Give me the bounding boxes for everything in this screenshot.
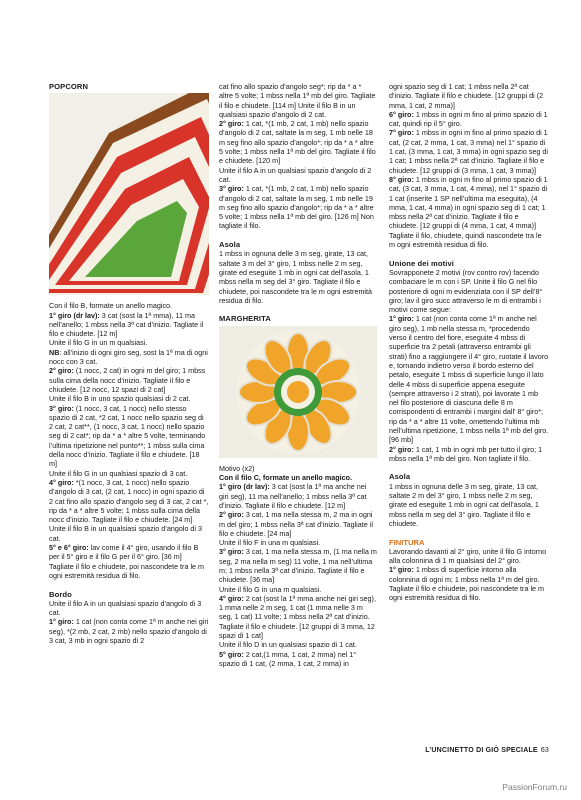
paragraph [219,482,377,510]
paragraph: Unite il filo G in un qualsiasi spazio di 3 cat. [49,468,188,478]
paragraph [219,650,377,669]
step-label: 5° e 6° giro: [49,543,89,553]
step-text: 1 cat (non conta come 1ª m anche nel giro seg), 1 mb nella stessa m, *procedendo verso il centro del fiore, eseguite 4 mbss di superficie tra 2 petali (attraverso entrambi gli strati) fino a raggiungere il 4° giro, ruotate il lavoro e, tornando indietro verso il bordo esterno del petalo, eseguite 1 mbss di superficie lungo il lato delle 4 mbss di superficie appena eseguite (sempre attraverso i 2 strati), poi lavorate 1 mb nel filo posteriore di ciascuna delle 8 m corrispondenti di entrambi i margini dall’ 8° giro*; rip da * a * altre 11 volte, omettendo l’ultima mb nell’ultima ripetizione, 1 mbss nella 1ª mb del giro. [96 mb] [389,314,549,445]
step-label: 1° giro: [389,314,414,324]
section-heading: MARGHERITA [219,314,271,324]
paragraph [389,314,549,444]
step-label: 3° giro: [219,184,244,194]
column-3 [389,82,549,603]
paragraph [219,119,377,165]
step-text: 1 mbss in ogni m fino al primo spazio di 1 cat, (3 cat, 3 mma, 1 cat, 4 mma), nel 1° spazio di 1 cat (inserite 1 SP nell’ultima ma eseguita), (4 mma, 1 cat, 4 mma) in ogni spazio seg di 1 cat; 1 mbss nella 2ª cat d’inizio. Tagliate il filo e chiudete. [12 gruppi di (4 mma, 1 cat, 4 mma)] [389,174,548,231]
step-label: 4° giro: [49,477,74,487]
paragraph [389,445,549,464]
highlight-heading: FINITURA [389,537,425,547]
section-heading: Unione dei motivi [389,258,454,268]
step-text: 1 cat, 1 mb in ogni mb per tutto il giro; 1 mbss nella 1ª mb del giro. Non tagliate il filo. [389,444,543,463]
paragraph [219,547,377,584]
paragraph [219,184,377,230]
section-heading: Asola [389,472,411,482]
paragraph: Tagliate il filo, chiudete, quindi nascondete tra le m ogni estremità residua di filo. [389,230,542,250]
paragraph: Unite il filo G in una m qualsiasi. [219,584,322,594]
paragraph [49,404,209,469]
spacer [389,249,549,258]
paragraph [49,617,209,645]
step-label: 2° giro: [219,119,244,129]
paragraph: Con il filo B, formate un anello magico. [49,301,173,311]
step-text: (1 nocc, 2 cat) in ogni m del giro; 1 mbss sulla cima della nocc d’inizio. Tagliate il filo e chiudete. [12 nocc, 12 spazi di 2 cat] [49,366,206,394]
paragraph [219,594,377,640]
paragraph: Unite il filo B in uno spazio qualsiasi di 2 cat. [49,394,191,404]
spacer [49,580,209,589]
step-label: 1° giro: [49,617,74,627]
paragraph [49,366,209,394]
step-label: 1° giro (dr lav): [49,310,100,320]
paragraph [219,510,377,538]
page-footer [425,747,549,754]
step-label: 2° giro: [219,510,244,520]
step-text: 1 cat, *(1 mb, 2 cat, 1 mb) nello spazio d’angolo di 2 cat, saltate la m seg, 1 mb nelle 19 m seg fino allo spazio d’angolo*; rip da * a * altre 5 volte; 1 mbss nella 1ª mb del giro. [126 m] Non tagliate il filo. [219,184,374,231]
step-text: 1 cat (non conta come 1ª m anche nei giri seg), *(2 mb, 2 cat, 2 mb) nello spazio d’angolo di 3 cat, 3 mb in ogni spazio di 2 [49,617,209,645]
page-number: 63 [540,747,549,754]
paragraph: Unite il filo F in una m qualsiasi. [219,538,321,548]
paragraph [49,311,209,339]
step-text: 1 mbss in ogni m fino al primo spazio di 1 cat, (2 cat, 2 mma, 1 cat, 3 mma) nel 1° spazio di 1 cat, (3 mma, 1 cat, 3 mma) in ogni spazio seg di 1 cat; 1 mbss nella 2ª cat d’inizio. Tagliate il filo e chiudete. [12 gruppi di (3 mma, 1 cat, 3 mma)] [389,128,548,175]
step-label: 6° giro: [389,109,414,119]
spacer [219,231,377,240]
paragraph: Tagliate il filo e chiudete, poi nascondete tra le m ogni estremità residua di filo. [49,561,205,580]
step-label: 1° giro (dr lav): [219,482,270,492]
paragraph: 1 mbss in ognuna delle 3 m seg, girate, 13 cat, saltate 3 m del 3° giro, 1 mbss nelle 2 m seg, girate ed eseguite 1 mb in ogni cat dell’asola, 1 mbss nella m seg del 3° giro. Tagliate il filo e chiudete, poi nascondete tra le m ogni estremità residua di filo. [219,249,373,305]
step-text: 3 cat, 1 ma nella stessa m, 2 ma in ogni m del giro; 1 mbss nella 3ª cat d’inizio. Tagliate il filo e chiudete. [24 ma] [219,510,373,538]
step-text: 2 cat,(1 mma, 1 cat, 2 mma) nel 1° spazio di 1 cat, (2 mma, 1 cat, 2 mma) in [219,649,357,668]
step-label: 1° giro: [389,565,414,575]
step-text: *(1 nocc, 3 cat, 1 nocc) nello spazio d’angolo di 3 cat, (2 cat, 1 nocc) in ogni spazio di 2 cat fino allo spazio d’angolo seg di 3 cat, 2 cat *, rip da * a * altre 5 volte; 1 mbss sulla cima della nocc d’inizio. Tagliate il filo e chiudete. [24 m] [49,477,209,525]
paragraph: ogni spazio seg di 1 cat; 1 mbss nella 2ª cat d’inizio. Tagliate il filo e chiudete. [12 gruppi di (2 mma, 1 cat, 2 mma)] [389,82,544,110]
paragraph [219,473,377,482]
popcorn-photo [49,93,209,295]
margherita-photo [219,326,377,458]
paragraph: cat fino allo spazio d’angolo seg*; rip da * a * altre 5 volte; 1 mbss nella 1ª mb del giro. Tagliate il filo e chiudete. [114 m] Unite il filo B in un qualsiasi spazio d’angolo di 2 cat. [219,82,376,119]
paragraph: Lavorando davanti al 2° giro, unite il filo G intorno alla colonnina di 1 m qualsiasi del 2° giro. [389,546,547,566]
paragraph [389,110,549,129]
paragraph: Sovrapponete 2 motivi (rov contro rov) facendo combaciare le m con i SP. Unite il filo G nel filo posteriore di ogni m evidenziata con il SP dell’8° giro; lav il giro succ attraverso le m di entrambi i motivi come segue: [389,267,543,315]
step-label: 2° giro: [389,444,414,454]
paragraph [49,348,209,367]
paragraph: 1 mbss in ognuna delle 3 m seg, girate, 13 cat, saltate 2 m del 3° giro, 1 mbss nelle 2 m seg, girate ed eseguite 1 mb in ogni cat dell’asola, 1 mbss nella m seg del 3° giro. Tagliate il filo e chiudete. [389,481,539,528]
step-text: 3 cat (sost la 1ª ma anche nei giri seg), 11 ma nell’anello; 1 mbss nella 3ª cat d’inizio. Tagliate il filo e chiudete. [12 m] [219,482,367,510]
section-heading: POPCORN [49,82,89,91]
magazine-title: L’UNCINETTO DI GIÒ SPECIALE [425,747,538,754]
column-1 [49,82,209,645]
section-heading: Asola [219,240,241,250]
step-text: 1 mbss in ogni m fino al primo spazio di 1 cat, quindi rip il 5° giro. [389,109,548,129]
step-label: 8° giro: [389,174,414,184]
paragraph [389,128,549,174]
paragraph [49,543,209,562]
spacer [389,528,549,537]
step-text: lav come il 4° giro, usando il filo B per il 5° giro e il filo G per il 6° giro. [36 m] [49,543,199,562]
paragraph: Unite il filo G in un m qualsiasi. [49,338,148,348]
step-text: (1 nocc, 3 cat, 1 nocc) nello stesso spazio di 2 cat, *2 cat, 1 nocc nello spazio seg di 2 cat, 2 cat**, (1 nocc, 3 cat, 1 nocc) nello spazio seg di 2 cat*; rip da * a * altre 5 volte, terminando l’ultima ripetizione nel punto**; 1 mbss sulla cima della nocc d’inizio. Tagliate il filo e chiudete. [18 m] [49,403,206,469]
paragraph [49,478,209,524]
step-label: 7° giro: [389,128,414,138]
step-text: 3 cat (sost la 1ª mma), 11 ma nell’anello; 1 mbss nella 3ª cat d’inizio. Tagliate il filo e chiudete. [12 m] [49,310,204,339]
paragraph: Motivo (x2) [219,463,255,473]
paragraph: Unite il filo A in un qualsiasi spazio d’angolo di 3 cat. [49,598,202,618]
paragraph [389,565,549,602]
paragraph: Unite il filo D in un qualsiasi spazio di 1 cat. [219,640,357,650]
paragraph [389,175,549,231]
column-2 [219,82,377,668]
paragraph: Unite il filo A in un qualsiasi spazio d’angolo di 2 cat. [219,165,372,184]
spacer [219,305,377,314]
step-label: 2° giro: [49,366,74,376]
step-label: Con il filo C, formate un anello magico. [219,473,352,483]
step-label: 3° giro: [49,403,74,413]
paragraph: Unite il filo B in un qualsiasi spazio d’angolo di 3 cat. [49,524,203,543]
step-label: 4° giro: [219,593,244,603]
step-text: 1 mbss di superficie intorno alla colonnina di ogni m; 1 mbss nella 1ª m del giro. Tagliate il filo e chiudete, poi nascondete tra le m ogni estremità residua di filo. [389,565,545,603]
watermark: PassionForum.ru [502,782,567,792]
section-heading: Bordo [49,589,72,599]
step-text: 3 cat, 1 ma nella stessa m, (1 ma nella m seg, 2 ma nella m seg) 11 volte, 1 ma nell’ultima m; 1 mbss nella 3ª cat d’inizio. Tagliate il filo e chiudete. [36 ma] [219,547,377,585]
spacer [389,463,549,472]
step-text: 2 cat (sost la 1ª mma anche nei giri seg), 1 mma nelle 2 m seg, 1 cat (1 mma nelle 3 m seg, 1 cat) 11 volte; 1 mbss nella 2ª cat d’inizio. Tagliate il filo e chiudete. [12 gruppi di 3 mma, 12 spazi di 1 cat] [219,593,376,641]
step-text: 1 cat, *(1 mb, 2 cat, 1 mb) nello spazio d’angolo di 2 cat, saltate la m seg, 1 mb nelle 18 m seg fino allo spazio d’angolo*; rip da * a * altre 5 volte; 1 mbss nella 1ª mb del giro. Tagliate il filo e chiudete. [120 m] [219,119,376,166]
step-label: 3° giro: [219,547,244,557]
step-label: 5° giro: [219,649,244,659]
step-text: : all’inizio di ogni giro seg, sost la 1ª ma di ogni nocc con 3 cat. [49,347,208,367]
step-label: NB [49,347,60,357]
